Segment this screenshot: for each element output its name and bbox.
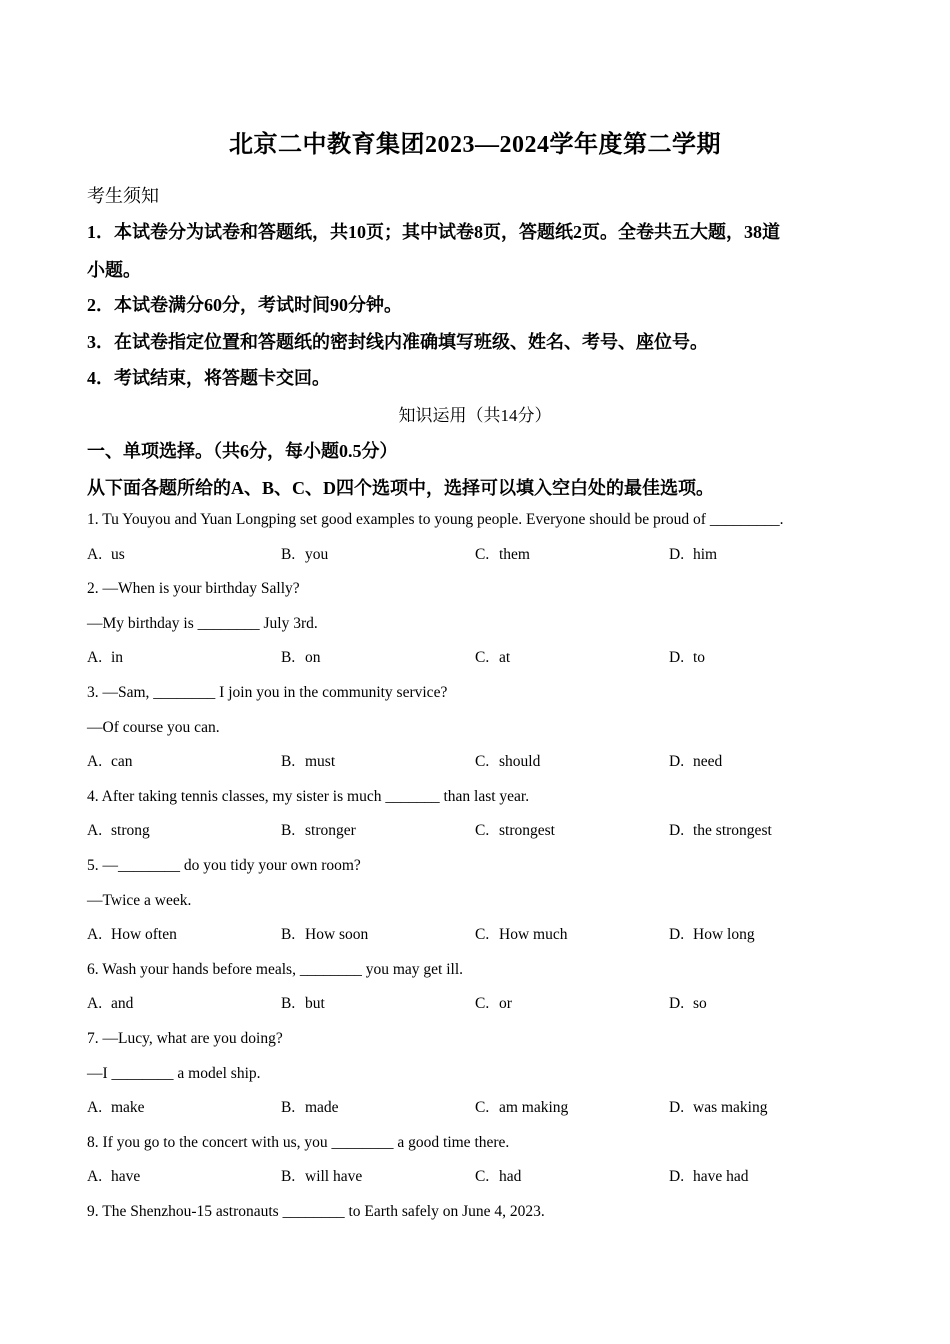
- option-letter: A.: [87, 995, 103, 1013]
- answer-option[interactable]: [87, 546, 125, 564]
- option-text: will have: [305, 1168, 363, 1186]
- option-text: can: [111, 753, 133, 771]
- option-text: have had: [693, 1168, 749, 1186]
- option-text: am making: [499, 1099, 569, 1117]
- answer-option[interactable]: [475, 649, 510, 667]
- option-letter: D.: [669, 822, 685, 840]
- answer-option[interactable]: [475, 822, 555, 840]
- answer-option[interactable]: [87, 649, 123, 667]
- option-text: had: [499, 1168, 522, 1186]
- answer-option[interactable]: [669, 649, 705, 667]
- answer-option[interactable]: [475, 926, 567, 944]
- option-text: strongest: [499, 822, 555, 840]
- notice-item: 小题。: [87, 260, 141, 280]
- option-letter: A.: [87, 545, 103, 563]
- answer-option[interactable]: [669, 1099, 767, 1117]
- notice-item: 4．考试结束，将答题卡交回。: [87, 368, 330, 388]
- answer-option[interactable]: [281, 926, 368, 944]
- answer-option[interactable]: [475, 1099, 568, 1117]
- option-text: How soon: [305, 926, 369, 944]
- option-letter: C.: [475, 926, 490, 944]
- answer-option[interactable]: [475, 546, 530, 564]
- option-letter: A.: [87, 1168, 103, 1186]
- notice-item: 1．本试卷分为试卷和答题纸，共10页；其中试卷8页，答题纸2页。全卷共五大题，38道: [87, 222, 780, 242]
- question-text: 4. After taking tennis classes, my sister is much _______ than last year.: [87, 787, 530, 805]
- answer-option[interactable]: [87, 926, 177, 944]
- option-text: the strongest: [693, 822, 772, 840]
- answer-option[interactable]: [87, 753, 133, 771]
- question-text: 9. The Shenzhou-15 astronauts ________ to Earth safely on June 4, 2023.: [87, 1203, 545, 1220]
- notice-heading: 考生须知: [87, 186, 159, 206]
- option-letter: A.: [87, 753, 103, 771]
- option-letter: A.: [87, 926, 103, 944]
- option-letter: D.: [669, 926, 685, 944]
- answer-option[interactable]: [669, 926, 755, 944]
- option-letter: C.: [475, 649, 490, 667]
- question-text: 5. —________ do you tidy your own room?: [87, 857, 361, 874]
- section-title: 知识运用（共14分）: [398, 406, 552, 425]
- answer-option[interactable]: [281, 1168, 362, 1186]
- answer-option[interactable]: [281, 649, 321, 667]
- option-text: at: [499, 649, 511, 667]
- option-letter: A.: [87, 649, 103, 667]
- option-text: you: [305, 545, 329, 563]
- exam-title: 北京二中教育集团2023—2024学年度第二学期: [229, 132, 721, 158]
- option-letter: D.: [669, 1168, 685, 1186]
- answer-option[interactable]: [281, 1099, 339, 1117]
- answer-option[interactable]: [281, 995, 325, 1013]
- answer-option[interactable]: [475, 753, 540, 771]
- option-text: us: [111, 545, 125, 563]
- answer-option[interactable]: [87, 1168, 140, 1186]
- answer-option[interactable]: [87, 1099, 145, 1117]
- question-text: 6. Wash your hands before meals, ________ you may get ill.: [87, 960, 463, 978]
- answer-option[interactable]: [281, 753, 335, 771]
- answer-option[interactable]: [475, 1168, 521, 1186]
- answer-option[interactable]: [87, 995, 133, 1013]
- option-text: make: [111, 1099, 145, 1117]
- answer-option[interactable]: [669, 995, 707, 1013]
- option-letter: B.: [281, 649, 296, 667]
- option-text: have: [111, 1168, 141, 1186]
- option-text: in: [111, 649, 124, 667]
- option-text: need: [693, 753, 723, 771]
- option-text: on: [305, 649, 321, 667]
- option-letter: C.: [475, 753, 490, 771]
- option-letter: A.: [87, 1099, 103, 1117]
- option-letter: C.: [475, 822, 490, 840]
- option-letter: D.: [669, 545, 685, 563]
- option-text: stronger: [305, 822, 356, 840]
- option-text: him: [693, 545, 718, 563]
- option-text: made: [305, 1099, 339, 1117]
- answer-option[interactable]: [87, 822, 150, 840]
- question-text: —I ________ a model ship.: [87, 1064, 261, 1082]
- option-text: so: [693, 995, 707, 1013]
- option-letter: D.: [669, 995, 685, 1013]
- option-text: or: [499, 995, 512, 1013]
- question-text: —Of course you can.: [87, 718, 220, 736]
- answer-option[interactable]: [669, 753, 722, 771]
- option-letter: D.: [669, 649, 685, 667]
- part-heading: 一、单项选择。（共6分，每小题0.5分）: [87, 441, 398, 461]
- option-letter: B.: [281, 995, 296, 1013]
- option-letter: B.: [281, 545, 296, 563]
- option-text: How much: [499, 926, 568, 944]
- option-letter: B.: [281, 822, 296, 840]
- option-letter: A.: [87, 822, 103, 840]
- question-text: —My birthday is ________ July 3rd.: [87, 614, 318, 632]
- option-letter: B.: [281, 1099, 296, 1117]
- option-text: How long: [693, 926, 755, 944]
- question-text: 2. —When is your birthday Sally?: [87, 580, 300, 598]
- option-text: but: [305, 995, 325, 1013]
- answer-option[interactable]: [669, 822, 772, 840]
- option-text: and: [111, 995, 134, 1013]
- question-text: —Twice a week.: [87, 891, 192, 909]
- question-text: 1. Tu Youyou and Yuan Longping set good examples to young people. Everyone should be proud of _________.: [87, 511, 784, 528]
- notice-item: 3．在试卷指定位置和答题纸的密封线内准确填写班级、姓名、考号、座位号。: [87, 332, 708, 352]
- option-letter: C.: [475, 545, 490, 563]
- question-text: 8. If you go to the concert with us, you ________ a good time there.: [87, 1133, 510, 1151]
- question-text: 7. —Lucy, what are you doing?: [87, 1030, 283, 1047]
- option-letter: B.: [281, 926, 296, 944]
- option-letter: B.: [281, 753, 296, 771]
- option-text: should: [499, 753, 541, 771]
- option-letter: D.: [669, 1099, 685, 1117]
- part-instruction: 从下面各题所给的A、B、C、D四个选项中，选择可以填入空白处的最佳选项。: [87, 478, 714, 498]
- option-text: to: [693, 649, 706, 667]
- question-text: 3. —Sam, ________ I join you in the community service?: [87, 684, 448, 701]
- option-text: must: [305, 753, 336, 771]
- option-letter: C.: [475, 1099, 490, 1117]
- answer-option[interactable]: [281, 822, 356, 840]
- option-text: them: [499, 545, 530, 563]
- option-text: strong: [111, 822, 150, 840]
- option-letter: B.: [281, 1168, 296, 1186]
- answer-option[interactable]: [669, 546, 717, 564]
- answer-option[interactable]: [475, 995, 512, 1013]
- option-letter: C.: [475, 1168, 490, 1186]
- option-letter: D.: [669, 753, 685, 771]
- answer-option[interactable]: [281, 546, 328, 564]
- notice-item: 2．本试卷满分60分，考试时间90分钟。: [87, 295, 402, 315]
- option-letter: C.: [475, 995, 490, 1013]
- option-text: was making: [693, 1099, 768, 1117]
- answer-option[interactable]: [669, 1168, 749, 1186]
- option-text: How often: [111, 926, 177, 944]
